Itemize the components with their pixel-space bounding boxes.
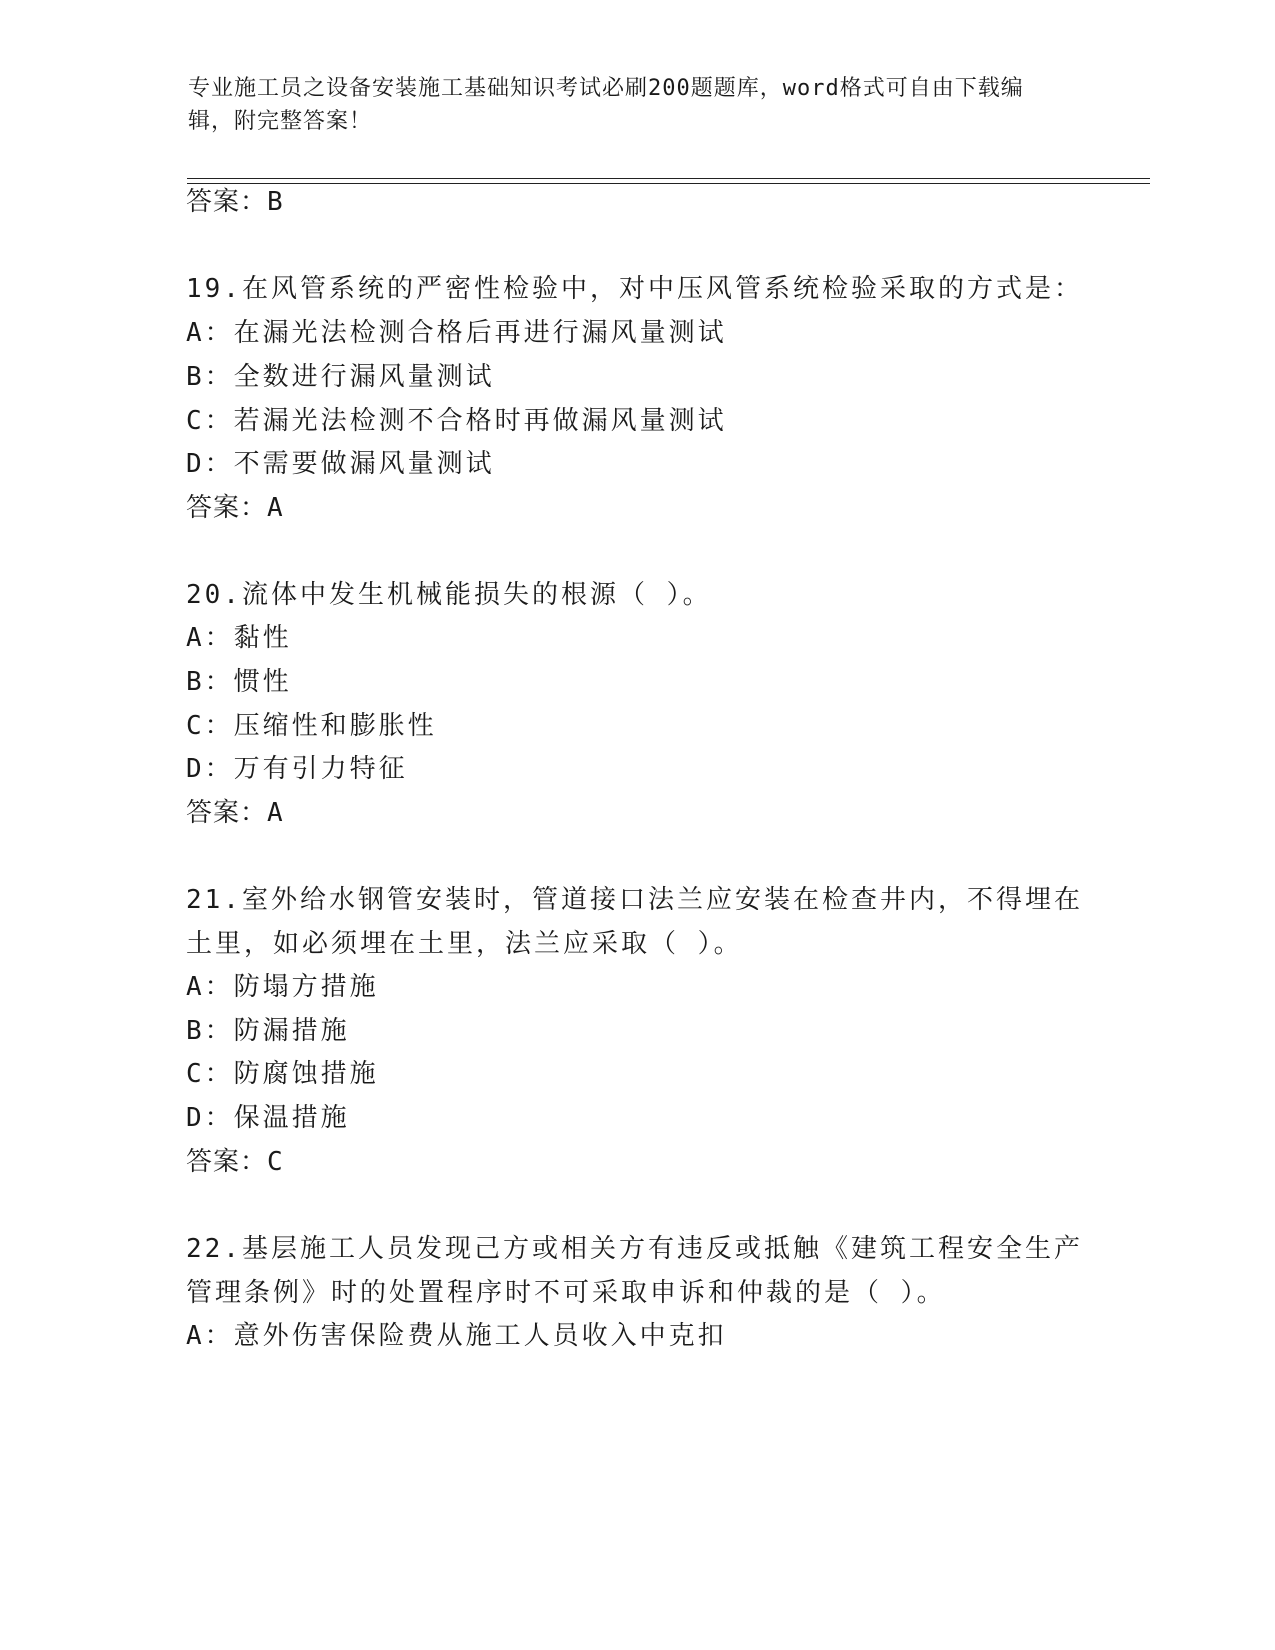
option-b: B：全数进行漏风量测试	[186, 362, 495, 392]
option-a: A：黏性	[186, 623, 292, 653]
question-stem: 19.在风管系统的严密性检验中，对中压风管系统检验采取的方式是：	[186, 274, 1083, 304]
option-b: B：防漏措施	[186, 1016, 350, 1046]
option-c: C：压缩性和膨胀性	[186, 711, 437, 741]
header-rule-top	[187, 178, 1150, 179]
document-header: 专业施工员之设备安装施工基础知识考试必刷200题题库，word格式可自由下载编辑，附完整答案！	[188, 76, 1024, 134]
option-b: B：惯性	[186, 667, 292, 697]
question-stem: 21.室外给水钢管安装时，管道接口法兰应安装在检查井内，不得埋在	[186, 885, 1083, 915]
option-a: A：在漏光法检测合格后再进行漏风量测试	[186, 318, 727, 348]
option-a: A：意外伤害保险费从施工人员收入中克扣	[186, 1321, 727, 1351]
option-d: D：不需要做漏风量测试	[186, 449, 495, 479]
answer-line: 答案：A	[186, 798, 284, 828]
question-stem: 22.基层施工人员发现己方或相关方有违反或抵触《建筑工程安全生产	[186, 1234, 1083, 1264]
question-stem: 20.流体中发生机械能损失的根源（ ）。	[186, 580, 712, 610]
answer-line: 答案：B	[186, 187, 284, 217]
option-d: D：万有引力特征	[186, 754, 408, 784]
answer-line: 答案：C	[186, 1147, 284, 1177]
option-c: C：若漏光法检测不合格时再做漏风量测试	[186, 406, 727, 436]
question-stem-continued: 土里，如必须埋在土里，法兰应采取（ ）。	[186, 929, 743, 959]
question-stem-continued: 管理条例》时的处置程序时不可采取申诉和仲裁的是（ ）。	[186, 1278, 946, 1308]
option-c: C：防腐蚀措施	[186, 1059, 379, 1089]
option-a: A：防塌方措施	[186, 972, 379, 1002]
option-d: D：保温措施	[186, 1103, 350, 1133]
answer-line: 答案：A	[186, 493, 284, 523]
header-rule-bottom	[187, 183, 1150, 184]
